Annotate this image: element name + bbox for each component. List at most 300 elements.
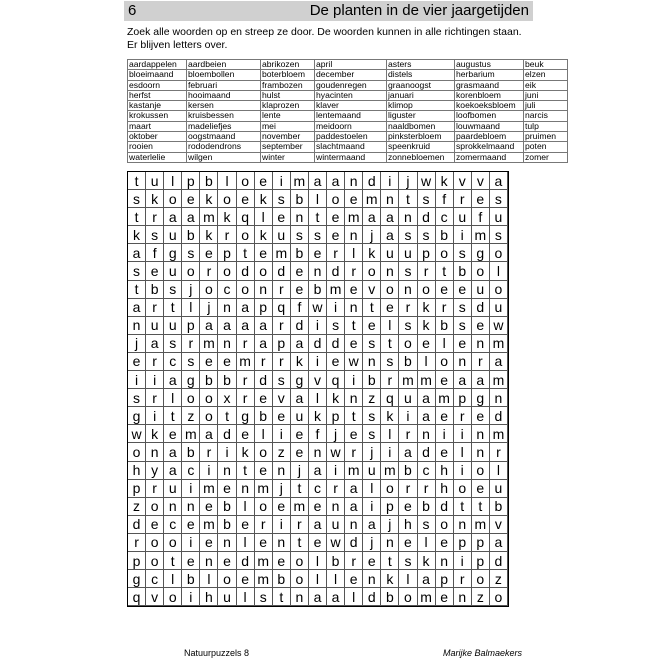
grid-letter[interactable]: c bbox=[182, 462, 200, 480]
grid-letter[interactable]: u bbox=[146, 317, 164, 335]
grid-letter[interactable]: v bbox=[309, 371, 327, 389]
grid-letter[interactable]: l bbox=[490, 462, 508, 480]
grid-letter[interactable]: r bbox=[345, 262, 363, 280]
grid-letter[interactable]: n bbox=[345, 226, 363, 244]
grid-letter[interactable]: r bbox=[327, 480, 345, 498]
grid-letter[interactable]: s bbox=[399, 262, 417, 280]
grid-letter[interactable]: o bbox=[327, 190, 345, 208]
grid-letter[interactable]: n bbox=[472, 425, 490, 443]
grid-letter[interactable]: k bbox=[255, 226, 273, 244]
grid-letter[interactable]: w bbox=[327, 534, 345, 552]
grid-letter[interactable]: e bbox=[345, 335, 363, 353]
grid-letter[interactable]: z bbox=[182, 407, 200, 425]
grid-letter[interactable]: x bbox=[218, 389, 236, 407]
grid-letter[interactable]: o bbox=[164, 588, 182, 606]
grid-letter[interactable]: e bbox=[200, 244, 218, 262]
grid-letter[interactable]: s bbox=[418, 516, 436, 534]
grid-letter[interactable]: k bbox=[436, 172, 454, 190]
grid-letter[interactable]: e bbox=[436, 281, 454, 299]
grid-letter[interactable]: k bbox=[146, 425, 164, 443]
grid-letter[interactable]: e bbox=[363, 317, 381, 335]
grid-letter[interactable]: o bbox=[237, 281, 255, 299]
grid-letter[interactable]: e bbox=[345, 425, 363, 443]
grid-letter[interactable]: j bbox=[291, 462, 309, 480]
grid-letter[interactable]: r bbox=[436, 299, 454, 317]
grid-letter[interactable]: u bbox=[472, 281, 490, 299]
grid-letter[interactable]: n bbox=[399, 281, 417, 299]
grid-letter[interactable]: s bbox=[164, 281, 182, 299]
grid-letter[interactable]: o bbox=[237, 226, 255, 244]
grid-letter[interactable]: t bbox=[128, 281, 146, 299]
grid-letter[interactable]: z bbox=[273, 443, 291, 461]
grid-letter[interactable]: j bbox=[363, 443, 381, 461]
grid-letter[interactable]: o bbox=[164, 190, 182, 208]
grid-letter[interactable]: e bbox=[182, 516, 200, 534]
grid-letter[interactable]: l bbox=[164, 172, 182, 190]
grid-letter[interactable]: l bbox=[237, 498, 255, 516]
grid-letter[interactable]: f bbox=[472, 208, 490, 226]
grid-letter[interactable]: a bbox=[363, 208, 381, 226]
grid-letter[interactable]: g bbox=[291, 371, 309, 389]
grid-letter[interactable]: a bbox=[490, 353, 508, 371]
grid-letter[interactable]: n bbox=[218, 335, 236, 353]
grid-letter[interactable]: m bbox=[255, 570, 273, 588]
grid-letter[interactable]: c bbox=[309, 480, 327, 498]
grid-letter[interactable]: s bbox=[182, 244, 200, 262]
grid-letter[interactable]: i bbox=[218, 443, 236, 461]
grid-letter[interactable]: b bbox=[436, 226, 454, 244]
grid-letter[interactable]: j bbox=[128, 335, 146, 353]
grid-letter[interactable]: d bbox=[255, 371, 273, 389]
grid-letter[interactable]: v bbox=[146, 588, 164, 606]
grid-letter[interactable]: p bbox=[255, 299, 273, 317]
grid-letter[interactable]: r bbox=[146, 480, 164, 498]
grid-letter[interactable]: t bbox=[291, 534, 309, 552]
grid-letter[interactable]: c bbox=[436, 208, 454, 226]
grid-letter[interactable]: s bbox=[418, 226, 436, 244]
grid-letter[interactable]: e bbox=[237, 425, 255, 443]
grid-letter[interactable]: q bbox=[128, 588, 146, 606]
grid-letter[interactable]: t bbox=[128, 208, 146, 226]
grid-letter[interactable]: t bbox=[164, 552, 182, 570]
grid-letter[interactable]: m bbox=[472, 516, 490, 534]
grid-letter[interactable]: e bbox=[472, 407, 490, 425]
grid-letter[interactable]: k bbox=[418, 317, 436, 335]
grid-letter[interactable]: t bbox=[273, 588, 291, 606]
grid-letter[interactable]: u bbox=[164, 226, 182, 244]
grid-letter[interactable]: k bbox=[381, 407, 399, 425]
grid-letter[interactable]: m bbox=[381, 462, 399, 480]
grid-letter[interactable]: e bbox=[327, 226, 345, 244]
grid-letter[interactable]: z bbox=[128, 498, 146, 516]
grid-letter[interactable]: d bbox=[490, 407, 508, 425]
grid-letter[interactable]: g bbox=[472, 389, 490, 407]
grid-letter[interactable]: k bbox=[309, 407, 327, 425]
grid-letter[interactable]: h bbox=[399, 516, 417, 534]
grid-letter[interactable]: m bbox=[363, 190, 381, 208]
grid-letter[interactable]: a bbox=[345, 498, 363, 516]
grid-letter[interactable]: o bbox=[146, 552, 164, 570]
grid-letter[interactable]: t bbox=[237, 244, 255, 262]
grid-letter[interactable]: l bbox=[436, 335, 454, 353]
grid-letter[interactable]: y bbox=[146, 462, 164, 480]
grid-letter[interactable]: a bbox=[255, 335, 273, 353]
grid-letter[interactable]: m bbox=[255, 480, 273, 498]
grid-letter[interactable]: q bbox=[273, 299, 291, 317]
grid-letter[interactable]: a bbox=[291, 335, 309, 353]
grid-letter[interactable]: l bbox=[418, 353, 436, 371]
grid-letter[interactable]: m bbox=[472, 226, 490, 244]
grid-letter[interactable]: s bbox=[128, 262, 146, 280]
grid-letter[interactable]: t bbox=[291, 480, 309, 498]
grid-letter[interactable]: n bbox=[472, 335, 490, 353]
grid-letter[interactable]: m bbox=[291, 498, 309, 516]
grid-letter[interactable]: b bbox=[218, 498, 236, 516]
grid-letter[interactable]: a bbox=[164, 462, 182, 480]
grid-letter[interactable]: o bbox=[472, 570, 490, 588]
grid-letter[interactable]: n bbox=[418, 425, 436, 443]
grid-letter[interactable]: e bbox=[273, 552, 291, 570]
grid-letter[interactable]: i bbox=[146, 407, 164, 425]
grid-letter[interactable]: a bbox=[146, 335, 164, 353]
grid-letter[interactable]: m bbox=[200, 480, 218, 498]
grid-letter[interactable]: q bbox=[237, 208, 255, 226]
grid-letter[interactable]: a bbox=[255, 317, 273, 335]
grid-letter[interactable]: t bbox=[381, 335, 399, 353]
grid-letter[interactable]: m bbox=[490, 371, 508, 389]
grid-letter[interactable]: d bbox=[128, 516, 146, 534]
grid-letter[interactable]: s bbox=[381, 353, 399, 371]
grid-letter[interactable]: l bbox=[218, 172, 236, 190]
grid-letter[interactable]: h bbox=[436, 480, 454, 498]
grid-letter[interactable]: r bbox=[273, 281, 291, 299]
grid-letter[interactable]: e bbox=[454, 335, 472, 353]
grid-letter[interactable]: i bbox=[182, 480, 200, 498]
grid-letter[interactable]: n bbox=[291, 208, 309, 226]
grid-letter[interactable]: r bbox=[345, 443, 363, 461]
grid-letter[interactable]: o bbox=[146, 498, 164, 516]
grid-letter[interactable]: n bbox=[128, 317, 146, 335]
grid-letter[interactable]: e bbox=[291, 281, 309, 299]
grid-letter[interactable]: i bbox=[309, 317, 327, 335]
grid-letter[interactable]: a bbox=[454, 371, 472, 389]
grid-letter[interactable]: r bbox=[146, 353, 164, 371]
grid-letter[interactable]: f bbox=[436, 190, 454, 208]
grid-letter[interactable]: s bbox=[418, 190, 436, 208]
grid-letter[interactable]: e bbox=[381, 299, 399, 317]
grid-letter[interactable]: r bbox=[490, 443, 508, 461]
grid-letter[interactable]: r bbox=[237, 335, 255, 353]
grid-letter[interactable]: k bbox=[200, 190, 218, 208]
grid-letter[interactable]: i bbox=[399, 407, 417, 425]
grid-letter[interactable]: i bbox=[273, 516, 291, 534]
grid-letter[interactable]: g bbox=[237, 407, 255, 425]
grid-letter[interactable]: a bbox=[327, 588, 345, 606]
grid-letter[interactable]: p bbox=[436, 570, 454, 588]
grid-letter[interactable]: e bbox=[291, 425, 309, 443]
grid-letter[interactable]: t bbox=[164, 299, 182, 317]
grid-letter[interactable]: l bbox=[345, 244, 363, 262]
grid-letter[interactable]: a bbox=[490, 534, 508, 552]
grid-letter[interactable]: z bbox=[363, 389, 381, 407]
grid-letter[interactable]: s bbox=[399, 226, 417, 244]
grid-letter[interactable]: i bbox=[182, 588, 200, 606]
grid-letter[interactable]: a bbox=[418, 570, 436, 588]
grid-letter[interactable]: o bbox=[454, 480, 472, 498]
grid-letter[interactable]: e bbox=[255, 172, 273, 190]
grid-letter[interactable]: s bbox=[454, 317, 472, 335]
grid-letter[interactable]: b bbox=[146, 281, 164, 299]
grid-letter[interactable]: o bbox=[255, 498, 273, 516]
grid-letter[interactable]: i bbox=[200, 462, 218, 480]
grid-letter[interactable]: n bbox=[363, 353, 381, 371]
grid-letter[interactable]: b bbox=[182, 443, 200, 461]
grid-letter[interactable]: a bbox=[490, 172, 508, 190]
grid-letter[interactable]: i bbox=[327, 462, 345, 480]
grid-letter[interactable]: i bbox=[309, 353, 327, 371]
grid-letter[interactable]: d bbox=[291, 317, 309, 335]
grid-letter[interactable]: r bbox=[381, 371, 399, 389]
grid-letter[interactable]: m bbox=[255, 552, 273, 570]
grid-letter[interactable]: b bbox=[454, 262, 472, 280]
grid-letter[interactable]: h bbox=[128, 462, 146, 480]
grid-letter[interactable]: w bbox=[490, 317, 508, 335]
grid-letter[interactable]: l bbox=[200, 570, 218, 588]
grid-letter[interactable]: r bbox=[273, 353, 291, 371]
grid-letter[interactable]: p bbox=[454, 534, 472, 552]
grid-letter[interactable]: r bbox=[128, 534, 146, 552]
grid-letter[interactable]: a bbox=[399, 443, 417, 461]
grid-letter[interactable]: l bbox=[309, 570, 327, 588]
grid-letter[interactable]: u bbox=[381, 244, 399, 262]
grid-letter[interactable]: d bbox=[363, 172, 381, 190]
grid-letter[interactable]: n bbox=[436, 552, 454, 570]
grid-letter[interactable]: g bbox=[128, 407, 146, 425]
grid-letter[interactable]: c bbox=[146, 570, 164, 588]
grid-letter[interactable]: j bbox=[363, 534, 381, 552]
grid-letter[interactable]: n bbox=[309, 262, 327, 280]
grid-letter[interactable]: h bbox=[436, 462, 454, 480]
grid-letter[interactable]: k bbox=[418, 552, 436, 570]
grid-letter[interactable]: s bbox=[255, 588, 273, 606]
grid-letter[interactable]: d bbox=[418, 208, 436, 226]
grid-letter[interactable]: b bbox=[291, 244, 309, 262]
grid-letter[interactable]: r bbox=[418, 262, 436, 280]
grid-letter[interactable]: n bbox=[309, 443, 327, 461]
grid-letter[interactable]: d bbox=[273, 262, 291, 280]
grid-letter[interactable]: m bbox=[399, 371, 417, 389]
grid-letter[interactable]: l bbox=[345, 588, 363, 606]
grid-letter[interactable]: v bbox=[273, 389, 291, 407]
grid-letter[interactable]: s bbox=[490, 226, 508, 244]
grid-letter[interactable]: r bbox=[255, 516, 273, 534]
grid-letter[interactable]: m bbox=[345, 208, 363, 226]
grid-letter[interactable]: t bbox=[363, 299, 381, 317]
grid-letter[interactable]: n bbox=[472, 443, 490, 461]
grid-letter[interactable]: e bbox=[436, 371, 454, 389]
grid-letter[interactable]: l bbox=[164, 570, 182, 588]
grid-letter[interactable]: i bbox=[454, 462, 472, 480]
grid-letter[interactable]: o bbox=[490, 244, 508, 262]
grid-letter[interactable]: p bbox=[454, 389, 472, 407]
grid-letter[interactable]: r bbox=[399, 425, 417, 443]
grid-letter[interactable]: m bbox=[490, 425, 508, 443]
grid-letter[interactable]: r bbox=[273, 317, 291, 335]
grid-letter[interactable]: a bbox=[363, 516, 381, 534]
grid-letter[interactable]: s bbox=[490, 190, 508, 208]
grid-letter[interactable]: s bbox=[363, 335, 381, 353]
grid-letter[interactable]: t bbox=[309, 208, 327, 226]
grid-letter[interactable]: u bbox=[327, 516, 345, 534]
grid-letter[interactable]: r bbox=[237, 389, 255, 407]
grid-letter[interactable]: d bbox=[436, 498, 454, 516]
grid-letter[interactable]: l bbox=[237, 534, 255, 552]
grid-letter[interactable]: r bbox=[146, 389, 164, 407]
grid-letter[interactable]: k bbox=[363, 244, 381, 262]
grid-letter[interactable]: a bbox=[472, 371, 490, 389]
grid-letter[interactable]: o bbox=[164, 534, 182, 552]
grid-letter[interactable]: j bbox=[327, 425, 345, 443]
grid-letter[interactable]: n bbox=[490, 389, 508, 407]
grid-letter[interactable]: e bbox=[237, 190, 255, 208]
grid-letter[interactable]: r bbox=[454, 407, 472, 425]
grid-letter[interactable]: t bbox=[218, 407, 236, 425]
grid-letter[interactable]: t bbox=[164, 407, 182, 425]
grid-letter[interactable]: m bbox=[237, 353, 255, 371]
grid-letter[interactable]: l bbox=[255, 208, 273, 226]
grid-letter[interactable]: o bbox=[291, 570, 309, 588]
grid-letter[interactable]: a bbox=[418, 389, 436, 407]
grid-letter[interactable]: z bbox=[490, 570, 508, 588]
grid-letter[interactable]: o bbox=[381, 480, 399, 498]
grid-letter[interactable]: u bbox=[164, 262, 182, 280]
grid-letter[interactable]: v bbox=[490, 516, 508, 534]
grid-letter[interactable]: b bbox=[218, 516, 236, 534]
grid-letter[interactable]: n bbox=[381, 534, 399, 552]
grid-letter[interactable]: r bbox=[255, 353, 273, 371]
grid-letter[interactable]: a bbox=[309, 516, 327, 534]
grid-letter[interactable]: o bbox=[182, 262, 200, 280]
grid-letter[interactable]: i bbox=[381, 172, 399, 190]
grid-letter[interactable]: i bbox=[454, 226, 472, 244]
grid-letter[interactable]: m bbox=[327, 281, 345, 299]
grid-letter[interactable]: b bbox=[218, 371, 236, 389]
grid-letter[interactable]: l bbox=[182, 299, 200, 317]
grid-letter[interactable]: j bbox=[182, 281, 200, 299]
grid-letter[interactable]: a bbox=[309, 172, 327, 190]
grid-letter[interactable]: w bbox=[327, 443, 345, 461]
grid-letter[interactable]: u bbox=[363, 462, 381, 480]
grid-letter[interactable]: s bbox=[291, 226, 309, 244]
grid-letter[interactable]: a bbox=[237, 317, 255, 335]
grid-letter[interactable]: d bbox=[237, 262, 255, 280]
grid-letter[interactable]: b bbox=[182, 570, 200, 588]
grid-letter[interactable]: o bbox=[381, 281, 399, 299]
grid-letter[interactable]: o bbox=[218, 570, 236, 588]
grid-letter[interactable]: s bbox=[454, 299, 472, 317]
grid-letter[interactable]: t bbox=[472, 498, 490, 516]
grid-letter[interactable]: a bbox=[164, 443, 182, 461]
grid-letter[interactable]: k bbox=[381, 570, 399, 588]
grid-letter[interactable]: n bbox=[345, 299, 363, 317]
grid-letter[interactable]: p bbox=[128, 480, 146, 498]
grid-letter[interactable]: m bbox=[418, 371, 436, 389]
grid-letter[interactable]: o bbox=[218, 190, 236, 208]
grid-letter[interactable]: z bbox=[472, 588, 490, 606]
grid-letter[interactable]: i bbox=[327, 299, 345, 317]
grid-letter[interactable]: e bbox=[218, 353, 236, 371]
grid-letter[interactable]: g bbox=[164, 244, 182, 262]
grid-letter[interactable]: e bbox=[472, 480, 490, 498]
grid-letter[interactable]: n bbox=[327, 498, 345, 516]
grid-letter[interactable]: e bbox=[309, 498, 327, 516]
grid-letter[interactable]: e bbox=[255, 534, 273, 552]
grid-letter[interactable]: s bbox=[399, 552, 417, 570]
grid-letter[interactable]: l bbox=[381, 317, 399, 335]
grid-letter[interactable]: u bbox=[490, 299, 508, 317]
grid-letter[interactable]: m bbox=[490, 335, 508, 353]
grid-letter[interactable]: c bbox=[418, 462, 436, 480]
grid-letter[interactable]: i bbox=[273, 172, 291, 190]
grid-letter[interactable]: n bbox=[454, 353, 472, 371]
grid-letter[interactable]: l bbox=[381, 425, 399, 443]
grid-letter[interactable]: v bbox=[454, 172, 472, 190]
grid-letter[interactable]: u bbox=[490, 208, 508, 226]
grid-letter[interactable]: s bbox=[182, 353, 200, 371]
grid-letter[interactable]: u bbox=[164, 317, 182, 335]
grid-letter[interactable]: l bbox=[327, 570, 345, 588]
grid-letter[interactable]: e bbox=[399, 498, 417, 516]
grid-letter[interactable]: p bbox=[381, 498, 399, 516]
grid-letter[interactable]: n bbox=[363, 570, 381, 588]
grid-letter[interactable]: n bbox=[454, 588, 472, 606]
grid-letter[interactable]: s bbox=[309, 226, 327, 244]
grid-letter[interactable]: o bbox=[255, 262, 273, 280]
grid-letter[interactable]: b bbox=[255, 407, 273, 425]
grid-letter[interactable]: d bbox=[418, 443, 436, 461]
grid-letter[interactable]: p bbox=[418, 244, 436, 262]
grid-letter[interactable]: o bbox=[237, 172, 255, 190]
grid-letter[interactable]: a bbox=[381, 208, 399, 226]
grid-letter[interactable]: s bbox=[164, 335, 182, 353]
grid-letter[interactable]: m bbox=[273, 244, 291, 262]
grid-letter[interactable]: m bbox=[418, 588, 436, 606]
grid-letter[interactable]: s bbox=[454, 244, 472, 262]
grid-letter[interactable]: r bbox=[182, 335, 200, 353]
grid-letter[interactable]: n bbox=[146, 443, 164, 461]
grid-letter[interactable]: a bbox=[291, 389, 309, 407]
grid-letter[interactable]: l bbox=[255, 425, 273, 443]
grid-letter[interactable]: r bbox=[200, 443, 218, 461]
grid-letter[interactable]: l bbox=[164, 389, 182, 407]
grid-letter[interactable]: s bbox=[128, 190, 146, 208]
grid-letter[interactable]: d bbox=[327, 262, 345, 280]
grid-letter[interactable]: e bbox=[164, 425, 182, 443]
grid-letter[interactable]: a bbox=[200, 425, 218, 443]
grid-letter[interactable]: l bbox=[309, 552, 327, 570]
grid-letter[interactable]: m bbox=[200, 516, 218, 534]
grid-letter[interactable]: h bbox=[200, 588, 218, 606]
grid-letter[interactable]: e bbox=[291, 443, 309, 461]
grid-letter[interactable]: e bbox=[146, 262, 164, 280]
grid-letter[interactable]: e bbox=[327, 208, 345, 226]
grid-letter[interactable]: u bbox=[164, 480, 182, 498]
grid-letter[interactable]: i bbox=[345, 371, 363, 389]
grid-letter[interactable]: n bbox=[200, 552, 218, 570]
grid-letter[interactable]: n bbox=[182, 498, 200, 516]
grid-letter[interactable]: n bbox=[218, 462, 236, 480]
grid-letter[interactable]: e bbox=[345, 281, 363, 299]
